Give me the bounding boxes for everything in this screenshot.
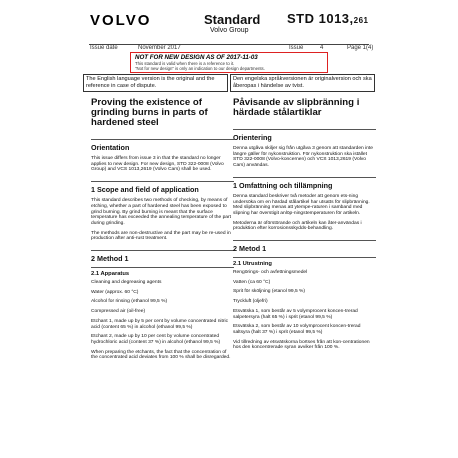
heading-apparatus-sv: 2.1 Utrustning: [233, 261, 272, 268]
divider: [233, 177, 376, 178]
standard-label: Standard: [204, 12, 261, 27]
paragraph: This standard describes two methods of checking, by means of etching, whether a part of hardened steel has been exposed to grind burning. By grind burning is meant that the surface temperature has exceeded the annealing temperature of the part during grinding.: [91, 198, 232, 226]
list-item: Sprit för sköljning (etanol 99,5 %): [233, 289, 306, 295]
header-divider: [89, 44, 369, 45]
list-item: Vid tillredning av etsvätskorna bortses från att kon-centrationen hos den koncentrerade syran avviker från 100 %.: [233, 339, 370, 351]
notice-headline: NOT FOR NEW DESIGN AS OF 2017-11-03: [135, 54, 258, 61]
list-item: Vatten (ca 60 °C): [233, 279, 271, 285]
paragraph: Denna utgåva skiljer sig från utgåva 3 genom att standarden inte längre gäller för nykonstruktion. För nykonstruktion ska istället STD 322-0008 (Volvo-koncernen) och VCS 1013,2619 (Volvo Cars) användas.: [233, 146, 374, 169]
heading-scope-sv: 1 Omfattning och tillämpning: [233, 180, 333, 190]
issue-date-label: Issue date: [90, 45, 118, 51]
divider: [233, 240, 376, 241]
divider: [91, 181, 234, 182]
language-note-sv: Den engelska språkversionen är originalversion och ska åberopas i händelse av tvist.: [230, 74, 375, 92]
list-item: Alcohol for rinsing (ethanol 99,5 %): [91, 299, 168, 305]
language-note-en: The English language version is the original and the reference in case of dispute.: [83, 74, 228, 92]
paragraph: This issue differs from issue 3 in that the standard no longer applies to new design. For new design, STD 322-0008 (Volvo Group) and VCS 1013,2619 (Volvo Cars) shall be used.: [91, 156, 224, 173]
standard-number-main: STD 1013,: [287, 11, 354, 26]
issue-label: Issue: [289, 45, 304, 51]
heading-method-sv: 2 Metod 1: [233, 244, 267, 254]
heading-orientation-sv: Orientering: [233, 133, 272, 142]
list-item: Etchant 1, made up by 5 per cent by volume concentrated nitric acid (content 65 %) in alcohol (ethanol 99,5 %): [91, 318, 229, 330]
volvo-logo: VOLVO: [90, 12, 152, 29]
divider: [91, 267, 234, 268]
paragraph: Denna standard beskriver två metoder att genom ets-ning undersöka om en härdad stålartikel har utsatts för slipbränning. Med slipbränning menas att ytempe-raturen i samband med slipning har överstigit anlöp-ningstemperaturen för artikeln.: [233, 193, 370, 216]
standard-version: 261: [353, 16, 369, 25]
divider: [91, 250, 234, 251]
list-item: Etsvätska 2, som består av 10 volymprocent koncen-trerad saltsyra (halt 37 %) i sprit (etanol 99,5 %): [233, 324, 361, 335]
divider: [233, 257, 376, 258]
notice-line-2: "Not for new design" is only an indication to our design departments.: [135, 66, 265, 71]
heading-method-en: 2 Method 1: [91, 254, 129, 264]
list-item: Cleaning and degreasing agents: [91, 280, 162, 286]
notice-line-1: This standard is valid when there is a reference to it.: [135, 61, 235, 66]
list-item: Etchant 2, made up by 10 per cent by volume concentrated hydrochloric acid (content 37 %) in alcohol (ethanol 99,5 %): [91, 334, 221, 345]
list-item: Tryckluft (oljefri): [233, 299, 268, 305]
issue-value: 4: [320, 45, 324, 51]
divider: [233, 129, 376, 130]
standard-number: [287, 11, 369, 26]
issue-date-value: November 2017: [138, 45, 181, 51]
list-item: Compressed air (oil-free): [91, 309, 146, 315]
document-title-sv: Påvisande av slipbränning i härdade stålartiklar: [233, 97, 360, 118]
heading-orientation-en: Orientation: [91, 143, 130, 152]
not-for-new-design-notice: [130, 52, 328, 73]
english-column: [91, 98, 234, 365]
list-item: Rengörings- och avfettningsmedel: [233, 270, 308, 276]
heading-apparatus-en: 2.1 Apparatus: [91, 271, 130, 278]
heading-scope-en: 1 Scope and field of application: [91, 185, 199, 195]
list-item: Water (approx. 60 °C): [91, 289, 139, 295]
divider: [91, 139, 234, 140]
page-number: Page 1(4): [347, 45, 374, 51]
swedish-column: [233, 98, 376, 355]
document-title-en: Proving the existence of grinding burns in parts of hardened steel: [91, 97, 208, 128]
group-label: Volvo Group: [210, 27, 249, 34]
paragraph: The methods are non-destructive and the part may be re-used in production after anti-rust treatment.: [91, 230, 231, 242]
paragraph: Metoderna är oförstörande och artikeln kan åter-användas i produktion efter korrosionsskydds-behandling.: [233, 220, 362, 232]
list-item: When preparing the etchants, the fact that the concentration of the concentrated acid deviates from 100 % shall be disregarded.: [91, 349, 231, 361]
list-item: Etsvätska 1, som består av 5 volymprocent koncen-trerad salpetersyra (halt 65 %) i sprit (etanol 99,5 %): [233, 308, 358, 320]
